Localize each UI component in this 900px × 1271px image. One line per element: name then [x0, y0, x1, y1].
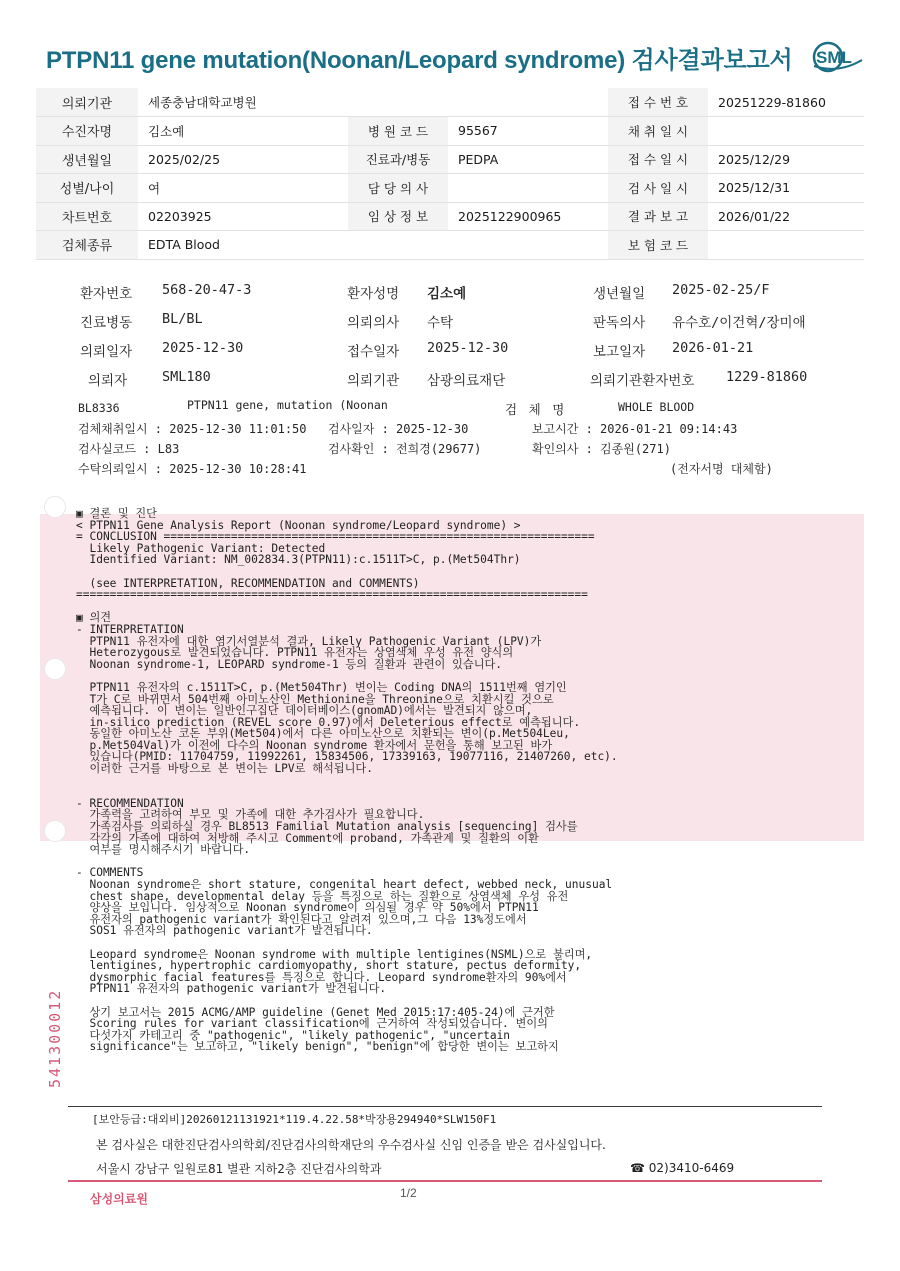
- referring-institution-value: 세종충남대학교병원: [138, 88, 608, 117]
- svg-text:SML: SML: [816, 48, 852, 67]
- sex-age-label: 성별/나이: [36, 174, 138, 203]
- clinical-info-value: 2025122900965: [448, 202, 608, 231]
- insurance-code-label: 보 험 코 드: [608, 231, 708, 260]
- insurance-code-value: [708, 231, 864, 260]
- footer-accent-line: [68, 1180, 822, 1182]
- test-confirmer: 검사확인 : 전희경(29677): [328, 442, 482, 456]
- dob-label: 생년월일: [36, 145, 138, 174]
- lab-address: 서울시 강남구 일원로81 별관 지하2층 진단검사의학과: [96, 1162, 382, 1176]
- report-time: 보고시간 : 2026-01-21 09:14:43: [532, 422, 738, 436]
- report-date-value: 2026/01/22: [708, 202, 864, 231]
- referring-institution-label: 의뢰기관: [36, 88, 138, 117]
- patient-name-value: 김소예: [138, 117, 348, 146]
- receipt-no-label: 접 수 번 호: [608, 88, 708, 117]
- page-number: 1/2: [400, 1186, 417, 1200]
- consignment-datetime: 수탁의뢰일시 : 2025-12-30 10:28:41: [78, 462, 307, 476]
- receipt-date-value-2: 2025-12-30: [427, 340, 509, 356]
- patient-id-label: 환자번호: [80, 286, 133, 302]
- doctor-label: 담 당 의 사: [348, 174, 448, 203]
- test-date: 검사일자 : 2025-12-30: [328, 422, 469, 436]
- request-date-label: 의뢰일자: [80, 344, 133, 360]
- report-body: ▣ 결론 및 진단 < PTPN11 Gene Analysis Report (Noonan syndrome/Leopard syndrome) > = CONCLUSION ================================================================ Likely Pathogenic Variant: Detected Identified Variant: NM_002834.3(PTPN11):c.1511T>C, p.(Met504Thr) (see INTERPRETATION, RECOMMENDATION and COMMENTS) ============================================================================ ▣ 의견 - INTERPRETATION PTPN11 유전자에 대한 염기서열분석 결과, Likely Pathogenic Variant (LPV)가 Heterozygous로 발견되었습니다. PTPN11 유전자는 상염색체 우성 유전 양식의 Noonan syndrome-1, LEOPARD syndrome-1 등의 질환과 관련이 있습니다. PTPN11 유전자의 c.1511T>C, p.(Met504Thr) 변이는 Coding DNA의 1511번째 염기인 T가 C로 바뀌면서 504번째 아미노산인 Methionine을 Threonine으로 치환시킬 것으로 예측됩니다. 이 변이는 일반인구집단 데이터베이스(gnomAD)에서는 발견되지 않으며, in-silico prediction (REVEL score 0.97)에서 Deleterious effect로 예측됩니다. 동일한 아미노산 코돈 부위(Met504)에서 다른 아미노산으로 치환되는 변이(p.Met504Leu, p.Met504Val)가 이전에 다수의 Noonan syndrome 환자에서 문헌을 통해 보고된 바가 있습니다(PMID: 11704759, 11992261, 15834506, 17339163, 19077116, 21407260, etc). 이러한 근거를 바탕으로 본 변이는 LPV로 해석됩니다. - RECOMMENDATION 가족력을 고려하여 부모 및 가족에 대한 추가검사가 필요합니다. 가족검사를 의뢰하실 경우 BL8513 Familial Mutation analysis [sequencing] 검사를 각각의 가족에 대하여 처방해 주시고 Comment에 proband, 가족관계 및 질환의 이환 여부를 명시해주시기 바랍니다. - COMMENTS Noonan syndrome은 short stature, congenital heart defect, webbed neck, unusual chest shape, developmental delay 등을 특징으로 하는 질환으로 상염색체 우성 유전 양상을 보입니다. 임상적으로 Noonan syndrome이 의심될 경우 약 50%에서 PTPN11 유전자의 pathogenic variant가 확인된다고 알려져 있으며,그 다음 13%정도에서 SOS1 유전자의 pathogenic variant가 발견됩니다. Leopard syndrome은 Noonan syndrome with multiple lentigines(NSML)으로 불리며, lentigines, hypertrophic cardiomyopathy, short stature, pectus deformity, dysmorphic facial features를 특징으로 합니다. Leopard syndrome환자의 90%에서 PTPN11 유전자의 pathogenic variant가 발견됩니다. 상기 보고서는 2015 ACMG/AMP guideline (Genet Med 2015:17:405-24)에 근거한 Scoring rules for variant classification에 근거하여 작성되었습니다. 변이의 다섯가지 카테고리 중 "pathogenic", "likely pathogenic", "uncertain significance"는 보고하고, "likely benign", "benign"에 합당한 변이는 보고하지: [76, 507, 618, 1054]
- reading-doctor-label: 판독의사: [593, 315, 646, 331]
- requester-label: 의뢰자: [88, 373, 128, 389]
- patient-name-value-2: 김소예: [427, 286, 467, 302]
- dob-value-2: 2025-02-25/F: [672, 282, 770, 298]
- specimen-name-label: 검 체 명: [505, 402, 565, 417]
- specimen-type-label: 검체종류: [36, 231, 138, 260]
- clinical-info-label: 임 상 정 보: [348, 202, 448, 231]
- certification-note: 본 검사실은 대한진단검사의학회/진단검사의학재단의 우수검사실 신임 인증을 받은 검사실입니다.: [96, 1138, 606, 1152]
- dept-label: 진료과/병동: [348, 145, 448, 174]
- test-date-value: 2025/12/31: [708, 174, 864, 203]
- test-date-label: 검 사 일 시: [608, 174, 708, 203]
- confirming-doctor: 확인의사 : 김종원(271): [532, 442, 671, 456]
- side-serial-number: 541300012: [46, 988, 64, 1088]
- report-title: PTPN11 gene mutation(Noonan/Leopard syndrome) 검사결과보고서: [46, 47, 793, 74]
- reading-doctor-value: 유수호/이건혁/장미애: [672, 315, 806, 331]
- sml-logo: [810, 40, 866, 74]
- ward-value: BL/BL: [162, 311, 203, 327]
- report-date-label-2: 보고일자: [593, 344, 646, 360]
- receipt-date-value: 2025/12/29: [708, 145, 864, 174]
- institution-patient-no-value: 1229-81860: [726, 369, 808, 385]
- lab-phone: ☎ 02)3410-6469: [630, 1161, 735, 1175]
- report-date-value-2: 2026-01-21: [672, 340, 754, 356]
- institution-patient-no-label: 의뢰기관환자번호: [590, 373, 695, 389]
- punch-hole: [44, 658, 66, 680]
- collect-date-value: [708, 117, 864, 146]
- collection-datetime: 검체채취일시 : 2025-12-30 11:01:50: [78, 422, 307, 436]
- dept-value: PEDPA: [448, 145, 608, 174]
- brand-name: 삼성의료원: [90, 1192, 148, 1206]
- receipt-date-label-2: 접수일자: [347, 344, 400, 360]
- receipt-no-value: 20251229-81860: [708, 88, 864, 117]
- punch-hole: [44, 496, 66, 518]
- lab-code: 검사실코드 : L83: [78, 442, 180, 456]
- dob-label-2: 생년월일: [593, 286, 646, 302]
- referring-doctor-value: 수탁: [427, 315, 454, 331]
- receipt-date-label: 접 수 일 시: [608, 145, 708, 174]
- specimen-type-value: EDTA Blood: [138, 231, 608, 260]
- sex-age-value: 여: [138, 174, 348, 203]
- hospital-code-value: 95567: [448, 117, 608, 146]
- report-date-label: 결 과 보 고: [608, 202, 708, 231]
- requester-value: SML180: [162, 369, 211, 385]
- chart-no-value: 02203925: [138, 202, 348, 231]
- punch-hole: [44, 820, 66, 842]
- referring-doctor-label: 의뢰의사: [347, 315, 400, 331]
- security-line: [보안등급:대외비]20260121131921*119.4.22.58*박장용294940*SLW150F1: [92, 1113, 497, 1126]
- patient-name-label: 수진자명: [36, 117, 138, 146]
- hospital-code-label: 병 원 코 드: [348, 117, 448, 146]
- chart-no-label: 차트번호: [36, 202, 138, 231]
- request-date-value: 2025-12-30: [162, 340, 244, 356]
- patient-id-value: 568-20-47-3: [162, 282, 252, 298]
- requesting-institution-label: 의뢰기관: [347, 373, 400, 389]
- dob-value: 2025/02/25: [138, 145, 348, 174]
- doctor-value: [448, 174, 608, 203]
- e-signature-note: (전자서명 대체함): [670, 462, 773, 476]
- patient-info-table: [36, 88, 864, 260]
- patient-name-label-2: 환자성명: [347, 286, 400, 302]
- ward-label: 진료병동: [80, 315, 133, 331]
- specimen-name-value: WHOLE BLOOD: [618, 400, 695, 414]
- collect-date-label: 채 취 일 시: [608, 117, 708, 146]
- requesting-institution-value: 삼광의료재단: [427, 373, 506, 389]
- test-name: PTPN11 gene, mutation (Noonan: [187, 398, 388, 412]
- footer-divider: [68, 1106, 822, 1107]
- test-code: BL8336: [78, 401, 120, 415]
